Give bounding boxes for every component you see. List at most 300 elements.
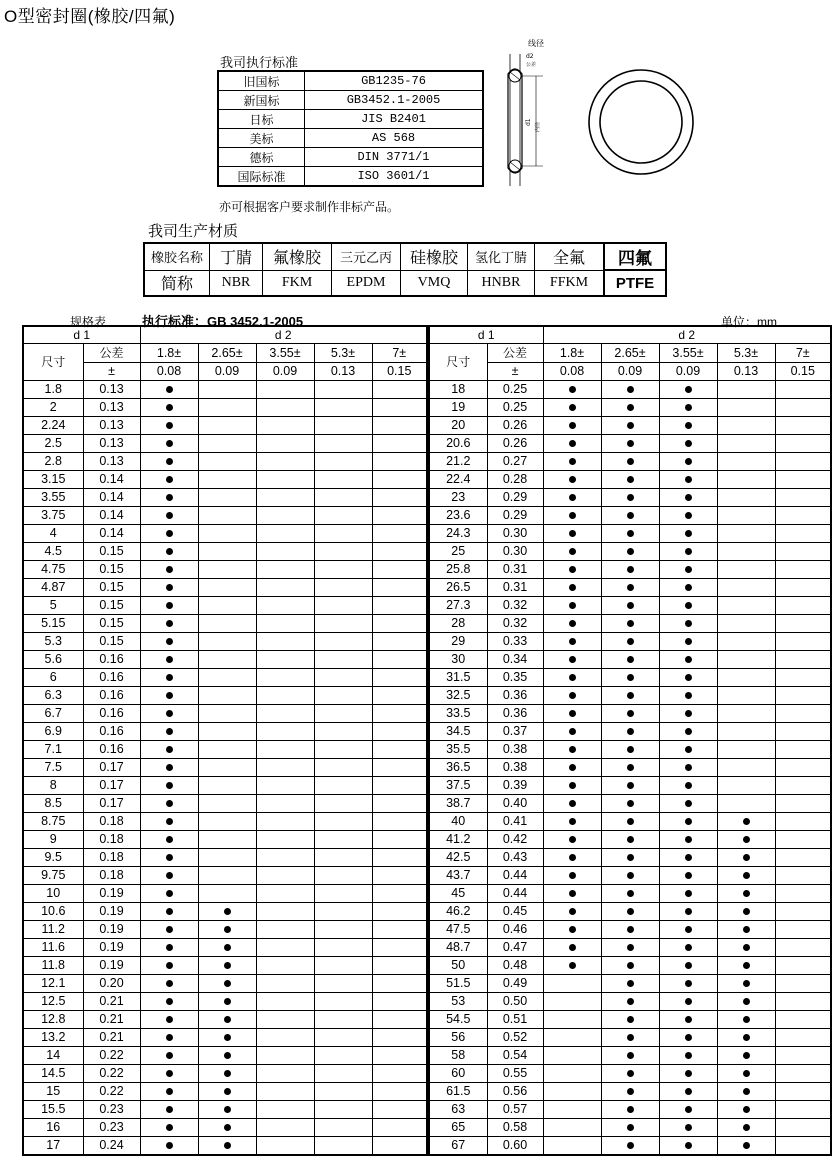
availability-cell (601, 525, 659, 543)
availability-cell (659, 1047, 717, 1065)
table-row (429, 1119, 831, 1137)
availability-cell (659, 759, 717, 777)
d2-size-header: 1.8± (140, 344, 198, 363)
availability-cell (659, 705, 717, 723)
table-row (429, 1011, 831, 1029)
available-dot (166, 710, 173, 717)
available-dot (627, 836, 634, 843)
availability-cell (775, 903, 831, 921)
inner-diameter: 46.2 (429, 903, 487, 921)
availability-cell (775, 813, 831, 831)
availability-cell (717, 1065, 775, 1083)
table-row (429, 741, 831, 759)
availability-cell (140, 813, 198, 831)
d2-size-header: 2.65± (198, 344, 256, 363)
availability-cell (601, 1101, 659, 1119)
availability-cell (659, 651, 717, 669)
availability-cell (717, 615, 775, 633)
inner-diameter: 58 (429, 1047, 487, 1065)
availability-cell (198, 921, 256, 939)
availability-cell (717, 831, 775, 849)
tolerance: 0.49 (487, 975, 543, 993)
available-dot (685, 764, 692, 771)
d2-tolerance-header: 0.15 (372, 363, 427, 381)
inner-diameter: 3.75 (23, 507, 83, 525)
tolerance: 0.15 (83, 633, 140, 651)
inner-diameter: 6.9 (23, 723, 83, 741)
availability-cell (601, 543, 659, 561)
inner-diameter: 40 (429, 813, 487, 831)
availability-cell (198, 993, 256, 1011)
availability-cell (372, 831, 427, 849)
table-row (23, 1119, 427, 1137)
table-row (429, 867, 831, 885)
available-dot (627, 566, 634, 573)
tolerance: 0.25 (487, 399, 543, 417)
availability-cell (256, 633, 314, 651)
available-dot (685, 836, 692, 843)
availability-cell (601, 687, 659, 705)
inner-diameter: 12.1 (23, 975, 83, 993)
table-row (429, 687, 831, 705)
available-dot (166, 872, 173, 879)
standards-row (218, 91, 483, 110)
available-dot (627, 746, 634, 753)
d2-size-header: 7± (775, 344, 831, 363)
availability-cell (601, 921, 659, 939)
table-row (23, 759, 427, 777)
availability-cell (314, 453, 372, 471)
availability-cell (775, 687, 831, 705)
availability-cell (198, 795, 256, 813)
material-code: VMQ (401, 270, 468, 296)
table-row (429, 885, 831, 903)
availability-cell (140, 399, 198, 417)
availability-cell (372, 813, 427, 831)
availability-cell (601, 417, 659, 435)
availability-cell (717, 921, 775, 939)
availability-cell (775, 1047, 831, 1065)
available-dot (685, 440, 692, 447)
availability-cell (659, 399, 717, 417)
inner-diameter: 26.5 (429, 579, 487, 597)
inner-diameter: 9 (23, 831, 83, 849)
availability-cell (659, 993, 717, 1011)
availability-cell (659, 1011, 717, 1029)
inner-diameter: 4.75 (23, 561, 83, 579)
availability-cell (140, 777, 198, 795)
availability-cell (659, 741, 717, 759)
d2-tolerance-header: 0.13 (314, 363, 372, 381)
materials-row2-label: 简称 (144, 270, 210, 296)
availability-cell (314, 435, 372, 453)
inner-diameter: 10 (23, 885, 83, 903)
availability-cell (601, 1011, 659, 1029)
availability-cell (659, 903, 717, 921)
table-row (429, 831, 831, 849)
spec-standard: 执行标准：GB 3452.1-2005 (142, 314, 304, 329)
availability-cell (775, 525, 831, 543)
available-dot (224, 1070, 231, 1077)
availability-cell (256, 993, 314, 1011)
availability-cell (717, 561, 775, 579)
tolerance: 0.16 (83, 687, 140, 705)
tolerance: 0.36 (487, 705, 543, 723)
table-row (429, 759, 831, 777)
inner-diameter: 8.75 (23, 813, 83, 831)
availability-cell (372, 453, 427, 471)
inner-diameter: 65 (429, 1119, 487, 1137)
table-row (429, 669, 831, 687)
d2-size-header: 5.3± (717, 344, 775, 363)
d2-size-header: 3.55± (256, 344, 314, 363)
availability-cell (543, 921, 601, 939)
tolerance: 0.13 (83, 435, 140, 453)
availability-cell (775, 615, 831, 633)
standard-value: GB3452.1-2005 (305, 91, 484, 110)
available-dot (569, 890, 576, 897)
available-dot (743, 1034, 750, 1041)
availability-cell (601, 471, 659, 489)
available-dot (224, 1088, 231, 1095)
availability-cell (717, 1029, 775, 1047)
available-dot (569, 530, 576, 537)
availability-cell (659, 615, 717, 633)
standard-value: AS 568 (305, 129, 484, 148)
available-dot (743, 1016, 750, 1023)
available-dot (166, 1142, 173, 1149)
available-dot (627, 1124, 634, 1131)
standard-name: 美标 (218, 129, 305, 148)
availability-cell (543, 525, 601, 543)
availability-cell (140, 1011, 198, 1029)
available-dot (166, 800, 173, 807)
available-dot (685, 386, 692, 393)
availability-cell (256, 615, 314, 633)
availability-cell (717, 525, 775, 543)
availability-cell (140, 381, 198, 399)
availability-cell (775, 795, 831, 813)
available-dot (685, 872, 692, 879)
availability-cell (543, 687, 601, 705)
availability-cell (140, 651, 198, 669)
availability-cell (775, 885, 831, 903)
availability-cell (372, 1083, 427, 1101)
available-dot (166, 674, 173, 681)
availability-cell (543, 597, 601, 615)
table-row (23, 903, 427, 921)
availability-cell (140, 741, 198, 759)
available-dot (685, 962, 692, 969)
availability-cell (314, 561, 372, 579)
tolerance: 0.57 (487, 1101, 543, 1119)
available-dot (166, 386, 173, 393)
tolerance: 0.19 (83, 903, 140, 921)
available-dot (166, 404, 173, 411)
inner-diameter: 48.7 (429, 939, 487, 957)
available-dot (627, 1052, 634, 1059)
availability-cell (717, 759, 775, 777)
inner-diameter: 2.5 (23, 435, 83, 453)
table-row (23, 867, 427, 885)
availability-cell (314, 489, 372, 507)
available-dot (627, 854, 634, 861)
available-dot (569, 818, 576, 825)
inner-diameter: 4.5 (23, 543, 83, 561)
available-dot (569, 620, 576, 627)
availability-cell (372, 939, 427, 957)
ring-inner (600, 81, 682, 163)
inner-diameter: 12.5 (23, 993, 83, 1011)
availability-cell (543, 579, 601, 597)
material-name: 四氟 (604, 243, 666, 270)
d2-tolerance-header: 0.08 (140, 363, 198, 381)
availability-cell (543, 489, 601, 507)
availability-cell (256, 795, 314, 813)
availability-cell (372, 669, 427, 687)
availability-cell (601, 957, 659, 975)
tolerance: 0.16 (83, 741, 140, 759)
table-row (429, 417, 831, 435)
availability-cell (601, 1047, 659, 1065)
available-dot (627, 638, 634, 645)
availability-cell (140, 849, 198, 867)
availability-cell (659, 831, 717, 849)
tolerance: 0.54 (487, 1047, 543, 1065)
tolerance: 0.14 (83, 489, 140, 507)
availability-cell (372, 885, 427, 903)
available-dot (569, 440, 576, 447)
available-dot (685, 800, 692, 807)
available-dot (569, 494, 576, 501)
availability-cell (140, 975, 198, 993)
availability-cell (256, 903, 314, 921)
available-dot (743, 908, 750, 915)
availability-cell (543, 939, 601, 957)
inner-diameter: 20.6 (429, 435, 487, 453)
available-dot (569, 764, 576, 771)
availability-cell (659, 417, 717, 435)
d1-header: d 1 (429, 326, 543, 344)
inner-diameter: 9.5 (23, 849, 83, 867)
availability-cell (198, 1065, 256, 1083)
availability-cell (314, 615, 372, 633)
availability-cell (659, 471, 717, 489)
available-dot (166, 638, 173, 645)
available-dot (627, 512, 634, 519)
availability-cell (775, 993, 831, 1011)
availability-cell (314, 579, 372, 597)
available-dot (224, 908, 231, 915)
availability-cell (659, 885, 717, 903)
availability-cell (256, 885, 314, 903)
availability-cell (775, 705, 831, 723)
available-dot (569, 908, 576, 915)
available-dot (627, 710, 634, 717)
inner-diameter: 32.5 (429, 687, 487, 705)
available-dot (569, 476, 576, 483)
availability-cell (198, 543, 256, 561)
tolerance: 0.19 (83, 921, 140, 939)
available-dot (166, 458, 173, 465)
table-row (23, 1137, 427, 1156)
availability-cell (256, 561, 314, 579)
availability-cell (659, 381, 717, 399)
inner-diameter: 2.8 (23, 453, 83, 471)
table-row (23, 1083, 427, 1101)
inner-diameter: 25 (429, 543, 487, 561)
available-dot (685, 548, 692, 555)
available-dot (569, 710, 576, 717)
availability-cell (256, 867, 314, 885)
tolerance: 0.29 (487, 507, 543, 525)
availability-cell (601, 507, 659, 525)
availability-cell (198, 669, 256, 687)
diagram-label-top: 线径 (528, 39, 544, 48)
availability-cell (543, 1119, 601, 1137)
availability-cell (314, 777, 372, 795)
table-row (429, 453, 831, 471)
available-dot (224, 1034, 231, 1041)
available-dot (685, 1124, 692, 1131)
tolerance: 0.38 (487, 759, 543, 777)
table-row (23, 651, 427, 669)
available-dot (224, 1106, 231, 1113)
diagram-label-d2: d2 (526, 53, 534, 60)
table-row (23, 1065, 427, 1083)
availability-cell (543, 993, 601, 1011)
table-row (23, 849, 427, 867)
available-dot (685, 620, 692, 627)
availability-cell (198, 1047, 256, 1065)
tolerance: 0.15 (83, 561, 140, 579)
table-row (429, 849, 831, 867)
available-dot (627, 1106, 634, 1113)
availability-cell (775, 597, 831, 615)
d1-header: d 1 (23, 326, 140, 344)
availability-cell (314, 687, 372, 705)
available-dot (685, 458, 692, 465)
availability-cell (543, 903, 601, 921)
availability-cell (717, 633, 775, 651)
available-dot (627, 872, 634, 879)
available-dot (685, 908, 692, 915)
available-dot (569, 602, 576, 609)
availability-cell (314, 813, 372, 831)
tolerance: 0.18 (83, 867, 140, 885)
availability-cell (198, 831, 256, 849)
available-dot (685, 818, 692, 825)
availability-cell (775, 435, 831, 453)
table-row (23, 489, 427, 507)
availability-cell (659, 561, 717, 579)
availability-cell (372, 615, 427, 633)
availability-cell (314, 525, 372, 543)
availability-cell (314, 471, 372, 489)
inner-diameter: 5 (23, 597, 83, 615)
available-dot (166, 890, 173, 897)
availability-cell (314, 921, 372, 939)
availability-cell (198, 1029, 256, 1047)
availability-cell (543, 381, 601, 399)
d2-tolerance-header: 0.13 (717, 363, 775, 381)
availability-cell (543, 1047, 601, 1065)
d2-tolerance-header: 0.09 (659, 363, 717, 381)
availability-cell (198, 633, 256, 651)
availability-cell (601, 615, 659, 633)
table-row (429, 381, 831, 399)
tolerance: 0.38 (487, 741, 543, 759)
available-dot (627, 1034, 634, 1041)
tolerance: 0.16 (83, 651, 140, 669)
availability-cell (717, 453, 775, 471)
diagram-label-d1: d1 (525, 118, 532, 126)
available-dot (166, 512, 173, 519)
standard-name: 日标 (218, 110, 305, 129)
availability-cell (256, 705, 314, 723)
tolerance: 0.29 (487, 489, 543, 507)
available-dot (685, 944, 692, 951)
availability-cell (256, 435, 314, 453)
tolerance: 0.15 (83, 579, 140, 597)
tolerance: 0.17 (83, 795, 140, 813)
standard-name: 德标 (218, 148, 305, 167)
inner-diameter: 50 (429, 957, 487, 975)
availability-cell (543, 795, 601, 813)
available-dot (166, 530, 173, 537)
availability-cell (140, 1029, 198, 1047)
availability-cell (601, 723, 659, 741)
availability-cell (256, 1047, 314, 1065)
availability-cell (372, 687, 427, 705)
availability-cell (601, 777, 659, 795)
availability-cell (198, 903, 256, 921)
availability-cell (256, 831, 314, 849)
table-row (23, 543, 427, 561)
availability-cell (543, 849, 601, 867)
available-dot (627, 1142, 634, 1149)
availability-cell (140, 705, 198, 723)
inner-diameter: 29 (429, 633, 487, 651)
table-row (23, 669, 427, 687)
available-dot (569, 638, 576, 645)
material-code: FKM (263, 270, 332, 296)
availability-cell (717, 471, 775, 489)
availability-cell (198, 957, 256, 975)
availability-cell (543, 777, 601, 795)
standard-value: ISO 3601/1 (305, 167, 484, 187)
availability-cell (543, 651, 601, 669)
table-row (429, 435, 831, 453)
availability-cell (314, 1101, 372, 1119)
available-dot (627, 692, 634, 699)
available-dot (569, 836, 576, 843)
availability-cell (198, 579, 256, 597)
availability-cell (140, 543, 198, 561)
available-dot (685, 512, 692, 519)
table-row (429, 1047, 831, 1065)
availability-cell (372, 1101, 427, 1119)
inner-diameter: 27.3 (429, 597, 487, 615)
table-row (23, 507, 427, 525)
availability-cell (140, 435, 198, 453)
inner-diameter: 11.2 (23, 921, 83, 939)
available-dot (627, 764, 634, 771)
inner-diameter: 3.15 (23, 471, 83, 489)
availability-cell (659, 597, 717, 615)
availability-cell (717, 741, 775, 759)
table-row (429, 975, 831, 993)
